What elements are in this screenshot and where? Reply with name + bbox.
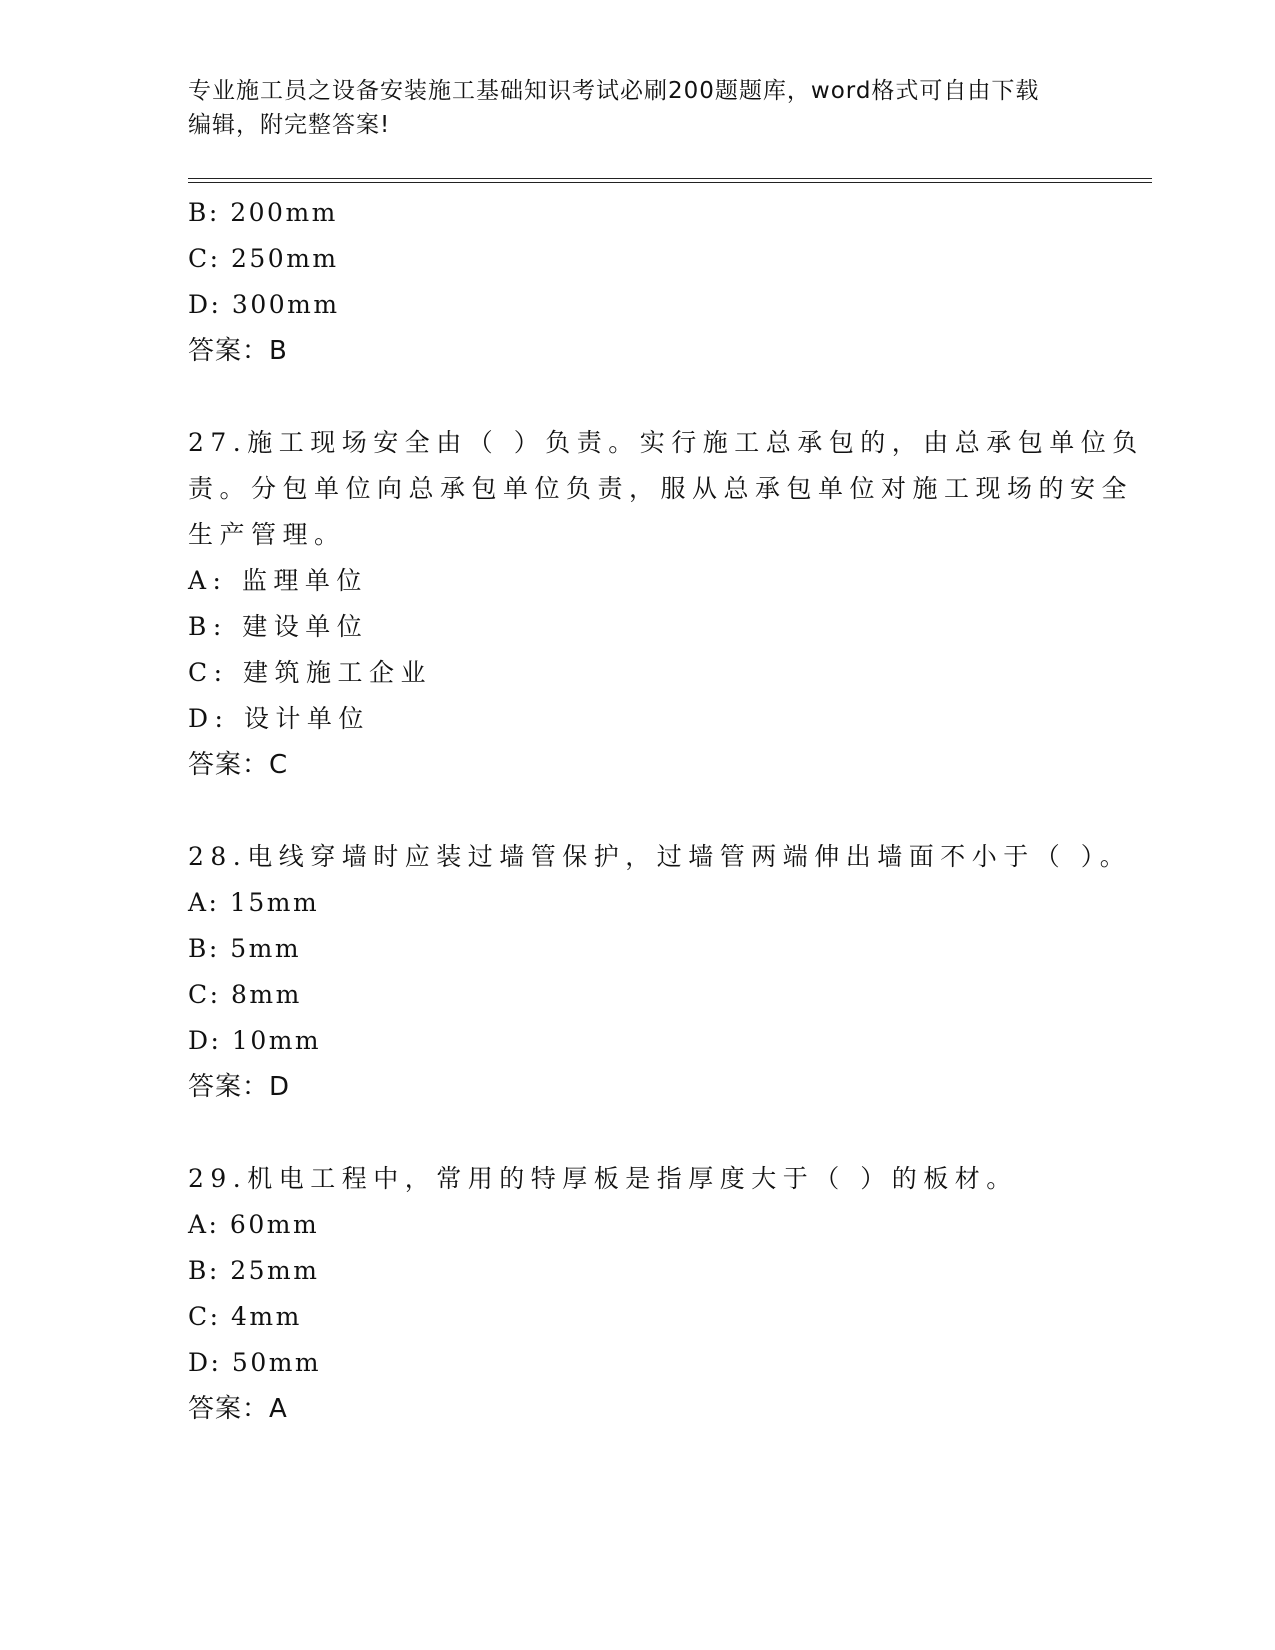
option-b: B: 5mm (188, 934, 302, 963)
header-title-line1: 专业施工员之设备安装施工基础知识考试必刷200题题库，word格式可自由下载 (188, 78, 1040, 104)
option-c: C: 建筑施工企业 (188, 658, 432, 687)
option-b: B: 200mm (188, 198, 338, 227)
header-divider-top (188, 178, 1152, 179)
question-28 (188, 834, 1132, 1110)
option-a: A: 15mm (188, 888, 320, 917)
question-stem: 28.电线穿墙时应装过墙管保护，过墙管两端伸出墙面不小于（ ）。 (188, 842, 1132, 871)
option-c: C: 4mm (188, 1302, 302, 1331)
question-stem-line: 生产管理。 (188, 520, 346, 549)
option-c: C: 8mm (188, 980, 302, 1009)
question-stem-line: 27.施工现场安全由（ ）负责。实行施工总承包的，由总承包单位负 (188, 428, 1144, 457)
question-29 (188, 1156, 1088, 1432)
spacer (188, 788, 1088, 834)
spacer (188, 1110, 1088, 1156)
question-26-partial (188, 190, 1088, 374)
question-stem-line: 责。分包单位向总承包单位负责，服从总承包单位对施工现场的安全 (188, 474, 1134, 503)
option-b: B: 25mm (188, 1256, 320, 1285)
option-d: D: 50mm (188, 1348, 322, 1377)
question-27 (188, 420, 1144, 788)
option-a: A: 60mm (188, 1210, 320, 1239)
answer-label: 答案：C (188, 750, 289, 780)
option-d: D: 设计单位 (188, 704, 370, 733)
answer-label: 答案：A (188, 1394, 288, 1424)
answer-label: 答案：B (188, 336, 288, 366)
document-header (188, 74, 1088, 142)
answer-label: 答案：D (188, 1072, 291, 1102)
option-d: D: 10mm (188, 1026, 322, 1055)
option-b: B: 建设单位 (188, 612, 369, 641)
option-a: A: 监理单位 (188, 566, 368, 595)
spacer (188, 374, 1088, 420)
header-title-line2: 编辑，附完整答案! (188, 112, 391, 138)
question-stem: 29.机电工程中，常用的特厚板是指厚度大于（ ）的板材。 (188, 1164, 1018, 1193)
question-list (188, 190, 1144, 1432)
option-d: D: 300mm (188, 290, 340, 319)
option-c: C: 250mm (188, 244, 339, 273)
header-divider-bottom (188, 182, 1152, 183)
